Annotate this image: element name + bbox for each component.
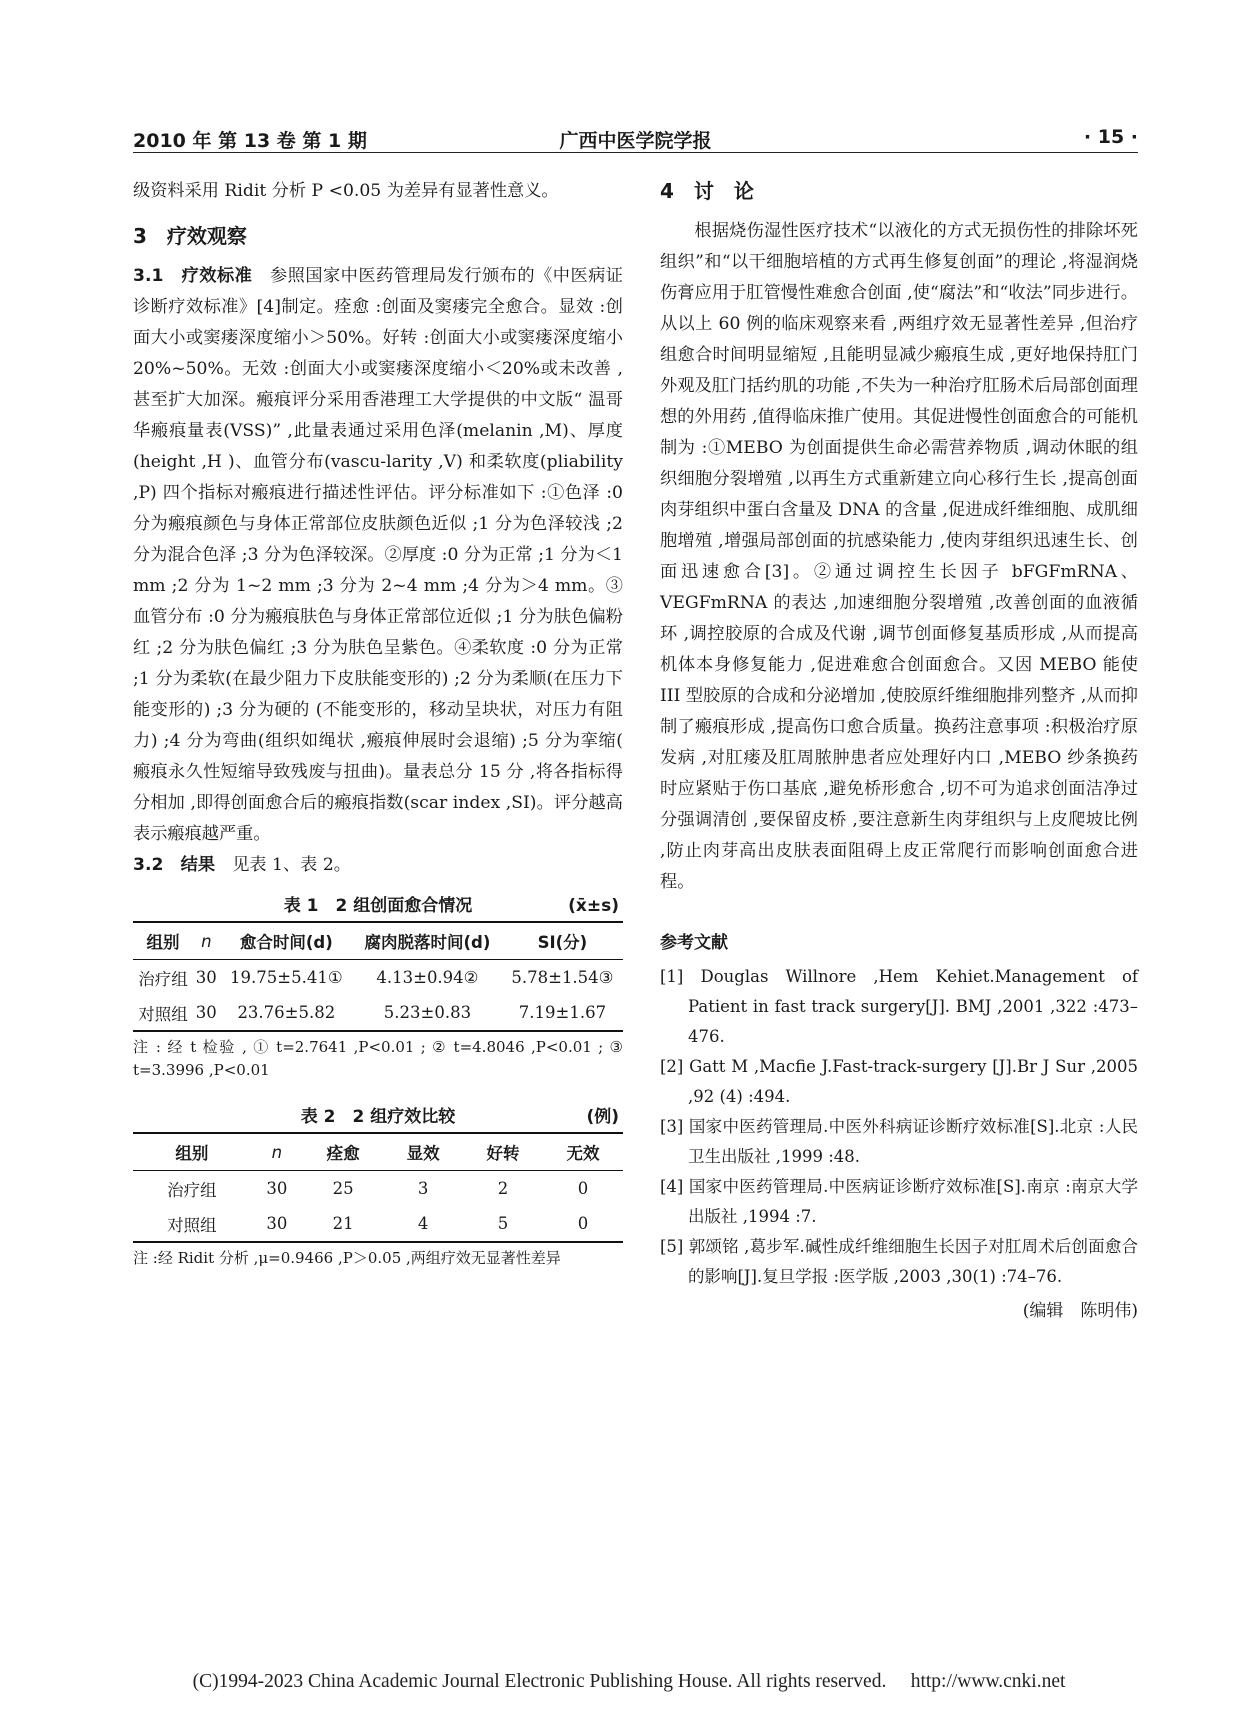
table-1-title: 表 1 2 组创面愈合情况 [283, 896, 473, 916]
table-cell: 0 [577, 1179, 589, 1198]
table-cell: 7.19±1.67 [518, 1003, 607, 1022]
issue-info: 2010 年 第 13 卷 第 1 期 [133, 130, 367, 152]
section-3-1-text: 参照国家中医药管理局发行颁布的《中医病证诊断疗效标准》[4]制定。痊愈 :创面及窦瘘完全愈合。显效 :创面大小或窦瘘深度缩小＞50%。好转 :创面大小或窦瘘深度缩小 20%~50%。无效 :创面大小或窦瘘深度缩小＜20%或未改善 ,甚至扩大加深。瘢痕评分采用香港理工大学提供的中文版“ 温哥华瘢痕量表(VSS)” ,此量表通过采用色泽(melanin ,M)、厚度(height ,H )、血管分布(vascu-larity ,V) 和柔软度(pliability ,P) 四个指标对瘢痕进行描述性评估。评分标准如下 :①色泽 :0 分为瘢痕颜色与身体正常部位皮肤颜色近似 ;1 分为色泽较浅 ;2 分为混合色泽 ;3 分为色泽较深。②厚度 :0 分为正常 ;1 分为＜1 mm ;2 分为 1~2 mm ;3 分为 2~4 mm ;4 分为＞4 mm。③血管分布 :0 分为瘢痕肤色与身体正常部位近似 ;1 分为肤色偏粉红 ;2 分为肤色偏红 ;3 分为肤色呈紫色。④柔软度 :0 分为正常 ;1 分为柔软(在最少阻力下皮肤能变形的) ;2 分为柔顺(在压力下能变形的) ;3 分为硬的 (不能变形的，移动呈块状，对压力有阻力) ;4 分为弯曲(组织如绳状 ,瘢痕伸展时会退缩) ;5 分为挛缩( 瘢痕永久性短缩导致残废与扭曲)。量表总分 15 分 ,将各指标得分相加 ,即得创面愈合后的瘢痕指数(scar index ,SI)。评分越高表示瘢痕越严重。 [133, 266, 623, 844]
reference-item: [3] 国家中医药管理局.中医外科病证诊断疗效标准[S].北京 :人民卫生出版社 ,1999 :48. [660, 1117, 1138, 1166]
table-cell: 30 [266, 1214, 288, 1233]
reference-item: [2] Gatt M ,Macfie J.Fast-track-surgery [J].Br J Sur ,2005 ,92 (4) :494. [660, 1057, 1138, 1106]
table-header-cell: 好转 [486, 1144, 520, 1163]
table-cell: 3 [417, 1179, 429, 1198]
table-row [133, 1206, 623, 1242]
table-cell: 对照组 [167, 1215, 217, 1235]
table-1-caption [133, 891, 623, 921]
table-cell: 30 [195, 1003, 217, 1022]
section-3-2-paragraph [133, 850, 623, 881]
table-header-cell: 组别 [175, 1144, 209, 1163]
journal-name: 广西中医学院学报 [559, 130, 712, 152]
section-3-2-text: 见表 1、表 2。 [215, 855, 351, 875]
table-cell: 对照组 [138, 1004, 188, 1024]
table-header-cell: n [271, 1142, 283, 1162]
table-header-cell: 组别 [146, 933, 180, 952]
table-row [133, 960, 623, 996]
reference-item: [5] 郭颂铭 ,葛步军.碱性成纤维细胞生长因子对肛周术后创面愈合的影响[J].复旦学报 :医学版 ,2003 ,30(1) :74–76. [660, 1237, 1138, 1286]
table-header-cell: 愈合时间(d) [239, 933, 333, 952]
table-2-caption [133, 1102, 623, 1132]
table-2-title: 表 2 2 组疗效比较 [300, 1107, 456, 1127]
table-cell: 4.13±0.94② [376, 968, 479, 987]
editor-credit: (编辑 陈明伟) [1022, 1301, 1138, 1321]
table-cell: 5 [497, 1214, 509, 1233]
table-row [133, 1171, 623, 1207]
section-4-title: 4 讨 论 [660, 179, 754, 203]
table-header-cell: 腐肉脱落时间(d) [364, 933, 491, 952]
section-3-2-label: 3.2 结果 [133, 855, 216, 875]
reference-item: [1] Douglas Willnore ,Hem Kehiet.Management of Patient in fast track surgery[J]. BMJ ,2001 ,322 :473–476. [660, 967, 1138, 1046]
references-title: 参考文献 [660, 933, 728, 953]
table-cell: 23.76±5.82 [237, 1003, 336, 1022]
table-cell: 治疗组 [167, 1180, 217, 1200]
table-header-row [133, 1133, 623, 1171]
copyright-footer: (C)1994-2023 China Academic Journal Electronic Publishing House. All rights reserved. http://www.cnki.net [192, 1671, 1066, 1692]
right-column [660, 176, 1138, 1326]
table-header-row [133, 922, 623, 960]
table-cell: 30 [266, 1179, 288, 1198]
left-column [133, 176, 623, 1270]
table-1-unit: (x̄±s) [568, 896, 619, 916]
page-number: · 15 · [1083, 126, 1138, 148]
section-3-1-paragraph [133, 261, 623, 850]
running-header [133, 122, 1138, 153]
table-cell: 2 [497, 1179, 509, 1198]
table-cell: 5.23±0.83 [383, 1003, 472, 1022]
table-cell: 19.75±5.41① [230, 968, 343, 987]
table-2-unit: (例) [586, 1107, 619, 1127]
table-cell: 4 [417, 1214, 429, 1233]
table-cell: 治疗组 [138, 969, 188, 989]
reference-list [660, 962, 1138, 1292]
table-header-cell: SI(分) [537, 933, 588, 952]
table-2-note: 注 :经 Ridit 分析 ,μ=0.9466 ,P＞0.05 ,两组疗效无显著性差异 [133, 1249, 561, 1267]
table-header-cell: 痊愈 [326, 1144, 360, 1163]
intro-paragraph: 级资料采用 Ridit 分析 P <0.05 为差异有显著性意义。 [133, 181, 559, 201]
table-cell: 5.78±1.54③ [511, 968, 614, 987]
table-header-cell: 显效 [406, 1144, 440, 1163]
table-1 [133, 921, 623, 1032]
reference-item: [4] 国家中医药管理局.中医病证诊断疗效标准[S].南京 :南京大学出版社 ,1994 :7. [660, 1177, 1138, 1226]
section-3-1-label: 3.1 疗效标准 [133, 266, 253, 286]
table-header-cell: 无效 [566, 1144, 600, 1163]
table-cell: 21 [332, 1214, 354, 1233]
table-row [133, 995, 623, 1031]
table-cell: 0 [577, 1214, 589, 1233]
section-3-title: 3 疗效观察 [133, 224, 247, 248]
table-cell: 30 [195, 968, 217, 987]
table-cell: 25 [332, 1179, 354, 1198]
table-1-note: 注 : 经 t 检验 , ① t=2.7641 ,P<0.01 ; ② t=4.8046 ,P<0.01 ; ③ t=3.3996 ,P<0.01 [133, 1038, 623, 1079]
table-header-cell: n [201, 931, 212, 951]
table-2 [133, 1132, 623, 1243]
discussion-paragraph: 根据烧伤湿性医疗技术“以液化的方式无损伤性的排除坏死组织”和“以干细胞培植的方式再生修复创面”的理论 ,将湿润烧伤膏应用于肛管慢性难愈合创面 ,使“腐法”和“收法”同步进行。从以上 60 例的临床观察来看 ,两组疗效无显著性差异 ,但治疗组愈合时间明显缩短 ,且能明显减少瘢痕生成 ,更好地保持肛门外观及肛门括约肌的功能 ,不失为一种治疗肛肠术后局部创面理想的外用药 ,值得临床推广使用。其促进慢性创面愈合的可能机制为 :①MEBO 为创面提供生命必需营养物质 ,调动休眠的组织细胞分裂增殖 ,以再生方式重新建立向心移行生长 ,提高创面肉芽组织中蛋白含量及 DNA 的含量 ,促进成纤维细胞、成肌细胞增殖 ,增强局部创面的抗感染能力 ,使肉芽组织迅速生长、创面迅速愈合[3]。②通过调控生长因子 bFGFmRNA、VEGFmRNA 的表达 ,加速细胞分裂增殖 ,改善创面的血液循环 ,调控胶原的合成及代谢 ,调节创面修复基质形成 ,从而提高机体本身修复能力 ,促进难愈合创面愈合。又因 MEBO 能使 III 型胶原的合成和分泌增加 ,使胶原纤维细胞排列整齐 ,从而抑制了瘢痕形成 ,提高伤口愈合质量。换药注意事项 :积极治疗原发病 ,对肛瘘及肛周脓肿患者应处理好内口 ,MEBO 纱条换药时应紧贴于伤口基底 ,避免桥形愈合 ,切不可为追求创面洁净过分强调清创 ,要保留皮桥 ,要注意新生肉芽组织与上皮爬坡比例 ,防止肉芽高出皮肤表面阻碍上皮正常爬行而影响创面愈合进程。 [660, 221, 1138, 892]
